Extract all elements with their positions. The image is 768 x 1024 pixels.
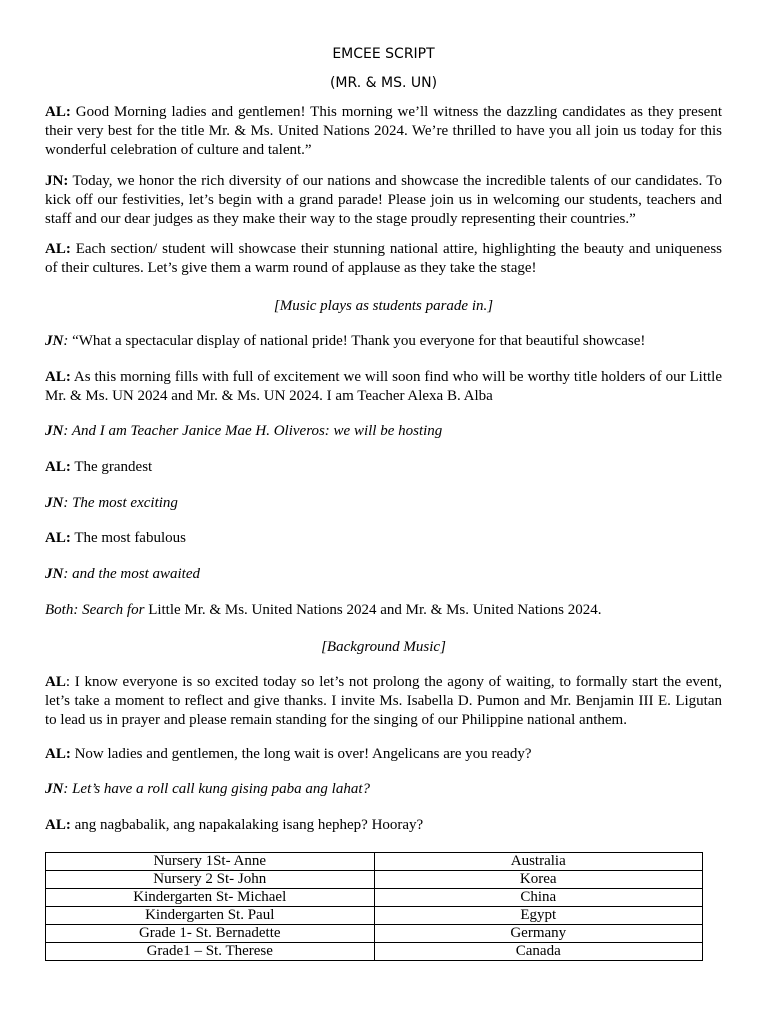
script-line: [45, 103, 722, 160]
table-row: [46, 889, 703, 907]
speaker-label: AL:: [45, 459, 71, 475]
script-line: [45, 368, 722, 406]
table-row: [46, 925, 703, 943]
speaker-label: Both: Search for: [45, 602, 145, 618]
speaker-label: AL: [45, 674, 66, 690]
script-line: [45, 172, 722, 229]
speaker-label: JN: [45, 495, 64, 511]
document-subtitle: (MR. & MS. UN): [329, 75, 438, 91]
script-line: [45, 745, 722, 764]
script-text: : and the most awaited: [63, 566, 200, 582]
speaker-label: AL:: [45, 369, 71, 385]
speaker-label: JN: [45, 333, 64, 349]
script-text: Today, we honor the rich diversity of our nations and showcase the incredible talents of our candidates. To kick off our festivities, let’s begin with a grand parade! Please join us in welcoming our students, teachers and staff and our dear judges as they make their way to the stage proudly representing their countries.”: [45, 173, 722, 227]
table-row: [46, 853, 703, 871]
section-cell: Nursery 2 St- John: [46, 871, 375, 889]
country-cell: Korea: [374, 871, 703, 889]
stage-direction: [Background Music]: [321, 639, 446, 655]
script-text: I know everyone is so excited today so let’s not prolong the agony of waiting, to formally start the event, let’s take a moment to reflect and give thanks. I invite Ms. Isabella D. Pumon and Mr. Benjamin III E. Ligutan to lead us in prayer and please remain standing for the singing of our Philippine national anthem.: [45, 674, 722, 728]
script-line: [45, 458, 722, 477]
section-cell: Kindergarten St. Paul: [46, 907, 375, 925]
country-cell: Canada: [374, 943, 703, 961]
speaker-label: AL:: [45, 817, 71, 833]
script-line: [45, 565, 722, 584]
script-line: [45, 422, 722, 441]
script-text: : Let’s have a roll call kung gising paba ang lahat?: [63, 781, 370, 797]
speaker-label: JN: [45, 566, 64, 582]
table-row: [46, 907, 703, 925]
script-text: The most fabulous: [70, 530, 186, 546]
script-text: : The most exciting: [63, 495, 178, 511]
script-text: Little Mr. & Ms. United Nations 2024 and Mr. & Ms. United Nations 2024.: [144, 602, 602, 618]
script-line: [45, 601, 722, 620]
script-text: : And I am Teacher Janice Mae H. Oliveros: we will be hosting: [63, 423, 443, 439]
country-cell: Egypt: [374, 907, 703, 925]
country-cell: China: [374, 889, 703, 907]
speaker-label: JN: [45, 781, 64, 797]
section-cell: Grade1 – St. Therese: [46, 943, 375, 961]
script-line: [45, 673, 722, 730]
script-line: [45, 816, 722, 835]
speaker-label: AL:: [45, 530, 71, 546]
script-line: [45, 780, 722, 799]
script-text: Good Morning ladies and gentlemen! This morning we’ll witness the dazzling candidates as they present their very best for the title Mr. & Ms. United Nations 2024. We’re thrilled to have you all join us today for this wonderful celebration of culture and talent.”: [45, 104, 722, 158]
speaker-colon: :: [65, 674, 71, 690]
section-cell: Nursery 1St- Anne: [46, 853, 375, 871]
section-cell: Kindergarten St- Michael: [46, 889, 375, 907]
country-cell: Australia: [374, 853, 703, 871]
table-row: [46, 871, 703, 889]
speaker-label: JN: [45, 423, 64, 439]
script-line: [45, 240, 722, 278]
speaker-label: JN:: [45, 173, 69, 189]
speaker-label: AL:: [45, 104, 71, 120]
script-text: “What a spectacular display of national pride! Thank you everyone for that beautiful showcase!: [68, 333, 646, 349]
section-country-table: [45, 852, 703, 961]
script-text: Each section/ student will showcase their stunning national attire, highlighting the beauty and uniqueness of their cultures. Let’s give them a warm round of applause as they take the stage!: [45, 241, 722, 276]
script-text: ang nagbabalik, ang napakalaking isang hephep? Hooray?: [70, 817, 424, 833]
country-cell: Germany: [374, 925, 703, 943]
script-line: [45, 494, 722, 513]
script-text: Now ladies and gentlemen, the long wait is over! Angelicans are you ready?: [70, 746, 532, 762]
stage-direction: [Music plays as students parade in.]: [273, 298, 494, 314]
document-title: EMCEE SCRIPT: [332, 46, 435, 62]
speaker-label: AL:: [45, 241, 71, 257]
script-line: [45, 332, 722, 351]
script-line: [45, 529, 722, 548]
table-row: [46, 943, 703, 961]
script-text: As this morning fills with full of excitement we will soon find who will be worthy title holders of our Little Mr. & Ms. UN 2024 and Mr. & Ms. UN 2024. I am Teacher Alexa B. Alba: [45, 369, 722, 404]
speaker-label: AL:: [45, 746, 71, 762]
section-cell: Grade 1- St. Bernadette: [46, 925, 375, 943]
speaker-colon: :: [63, 333, 69, 349]
script-text: The grandest: [70, 459, 153, 475]
